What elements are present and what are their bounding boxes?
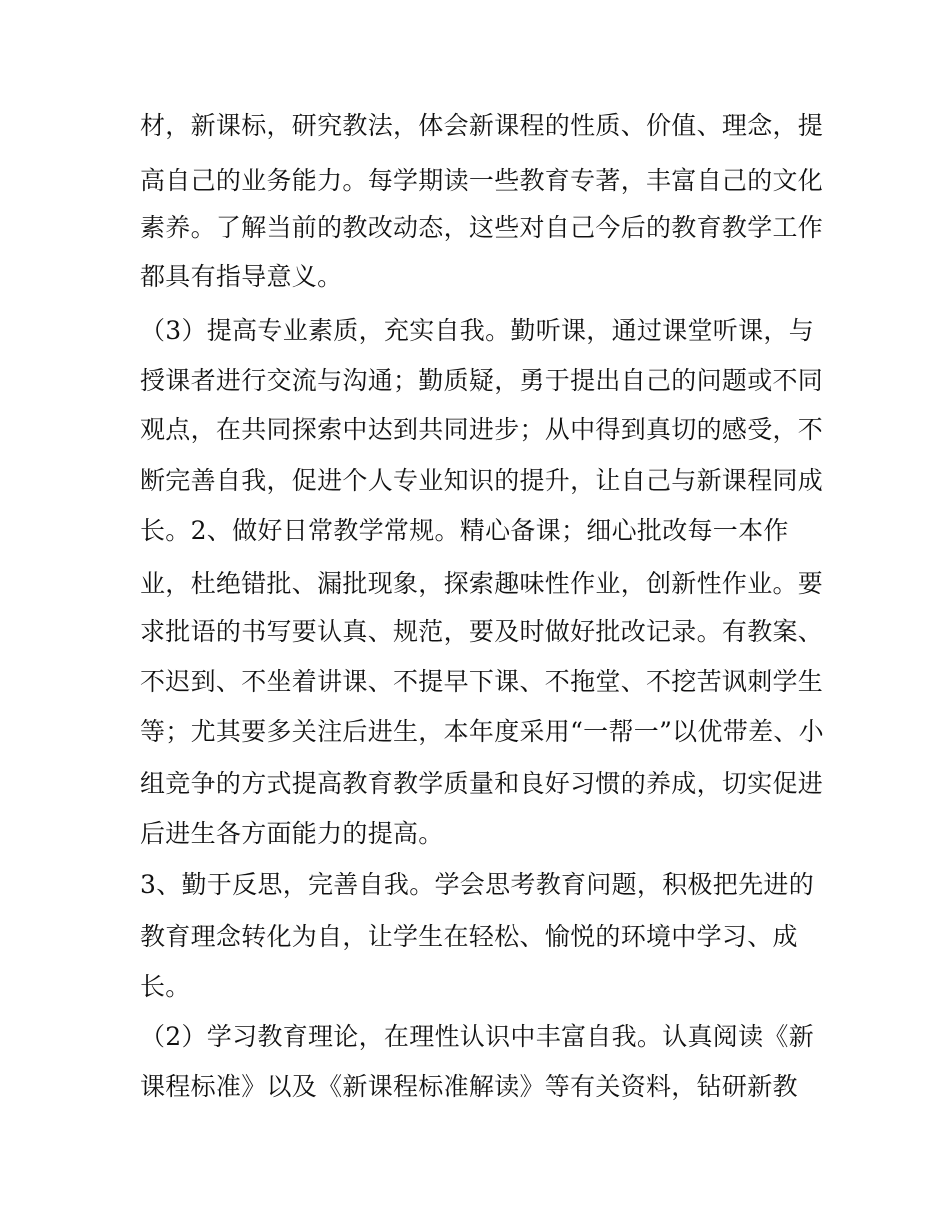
body-text-line: 后进生各方面能力的提高。 xyxy=(140,819,444,848)
body-text-line: 教育理念转化为自，让学生在轻松、愉悦的环境中学习、成 xyxy=(140,922,798,951)
body-text-line: 授课者进行交流与沟通；勤质疑，勇于提出自己的问题或不同 xyxy=(140,366,824,395)
body-text-line: （2）学习教育理论，在理性认识中丰富自我。认真阅读《新 xyxy=(140,1022,815,1051)
body-text-line: 素养。了解当前的教改动态，这些对自己今后的教育教学工作 xyxy=(140,213,824,242)
body-text-line: 材，新课标，研究教法，体会新课程的性质、价值、理念，提 xyxy=(140,111,824,140)
body-text-line: 断完善自我，促进个人专业知识的提升，让自己与新课程同成 xyxy=(140,466,824,495)
body-text-line: 长。2、做好日常教学常规。精心备课；细心批改每一本作 xyxy=(140,516,789,545)
body-text-line: 求批语的书写要认真、规范，要及时做好批改记录。有教案、 xyxy=(140,617,824,646)
body-text-line: 都具有指导意义。 xyxy=(140,262,343,291)
body-text-line: 业，杜绝错批、漏批现象，探索趣味性作业，创新性作业。要 xyxy=(140,569,824,598)
body-text-line: 高自己的业务能力。每学期读一些教育专著，丰富自己的文化 xyxy=(140,166,824,195)
body-text-line: （3）提高专业素质，充实自我。勤听课，通过课堂听课，与 xyxy=(140,316,815,345)
body-text-line: 长。 xyxy=(140,972,191,1001)
body-text-line: 3、勤于反思，完善自我。学会思考教育问题，积极把先进的 xyxy=(140,870,815,899)
body-text-line: 观点，在共同探索中达到共同进步；从中得到真切的感受，不 xyxy=(140,415,824,444)
body-text-line: 等；尤其要多关注后进生，本年度采用“一帮一”以优带差、小 xyxy=(140,717,824,746)
body-text-line: 课程标准》以及《新课程标准解读》等有关资料，钻研新教 xyxy=(140,1072,798,1101)
body-text-line: 组竞争的方式提高教育教学质量和良好习惯的养成，切实促进 xyxy=(140,769,824,798)
body-text-line: 不迟到、不坐着讲课、不提早下课、不拖堂、不挖苦讽刺学生 xyxy=(140,667,824,696)
